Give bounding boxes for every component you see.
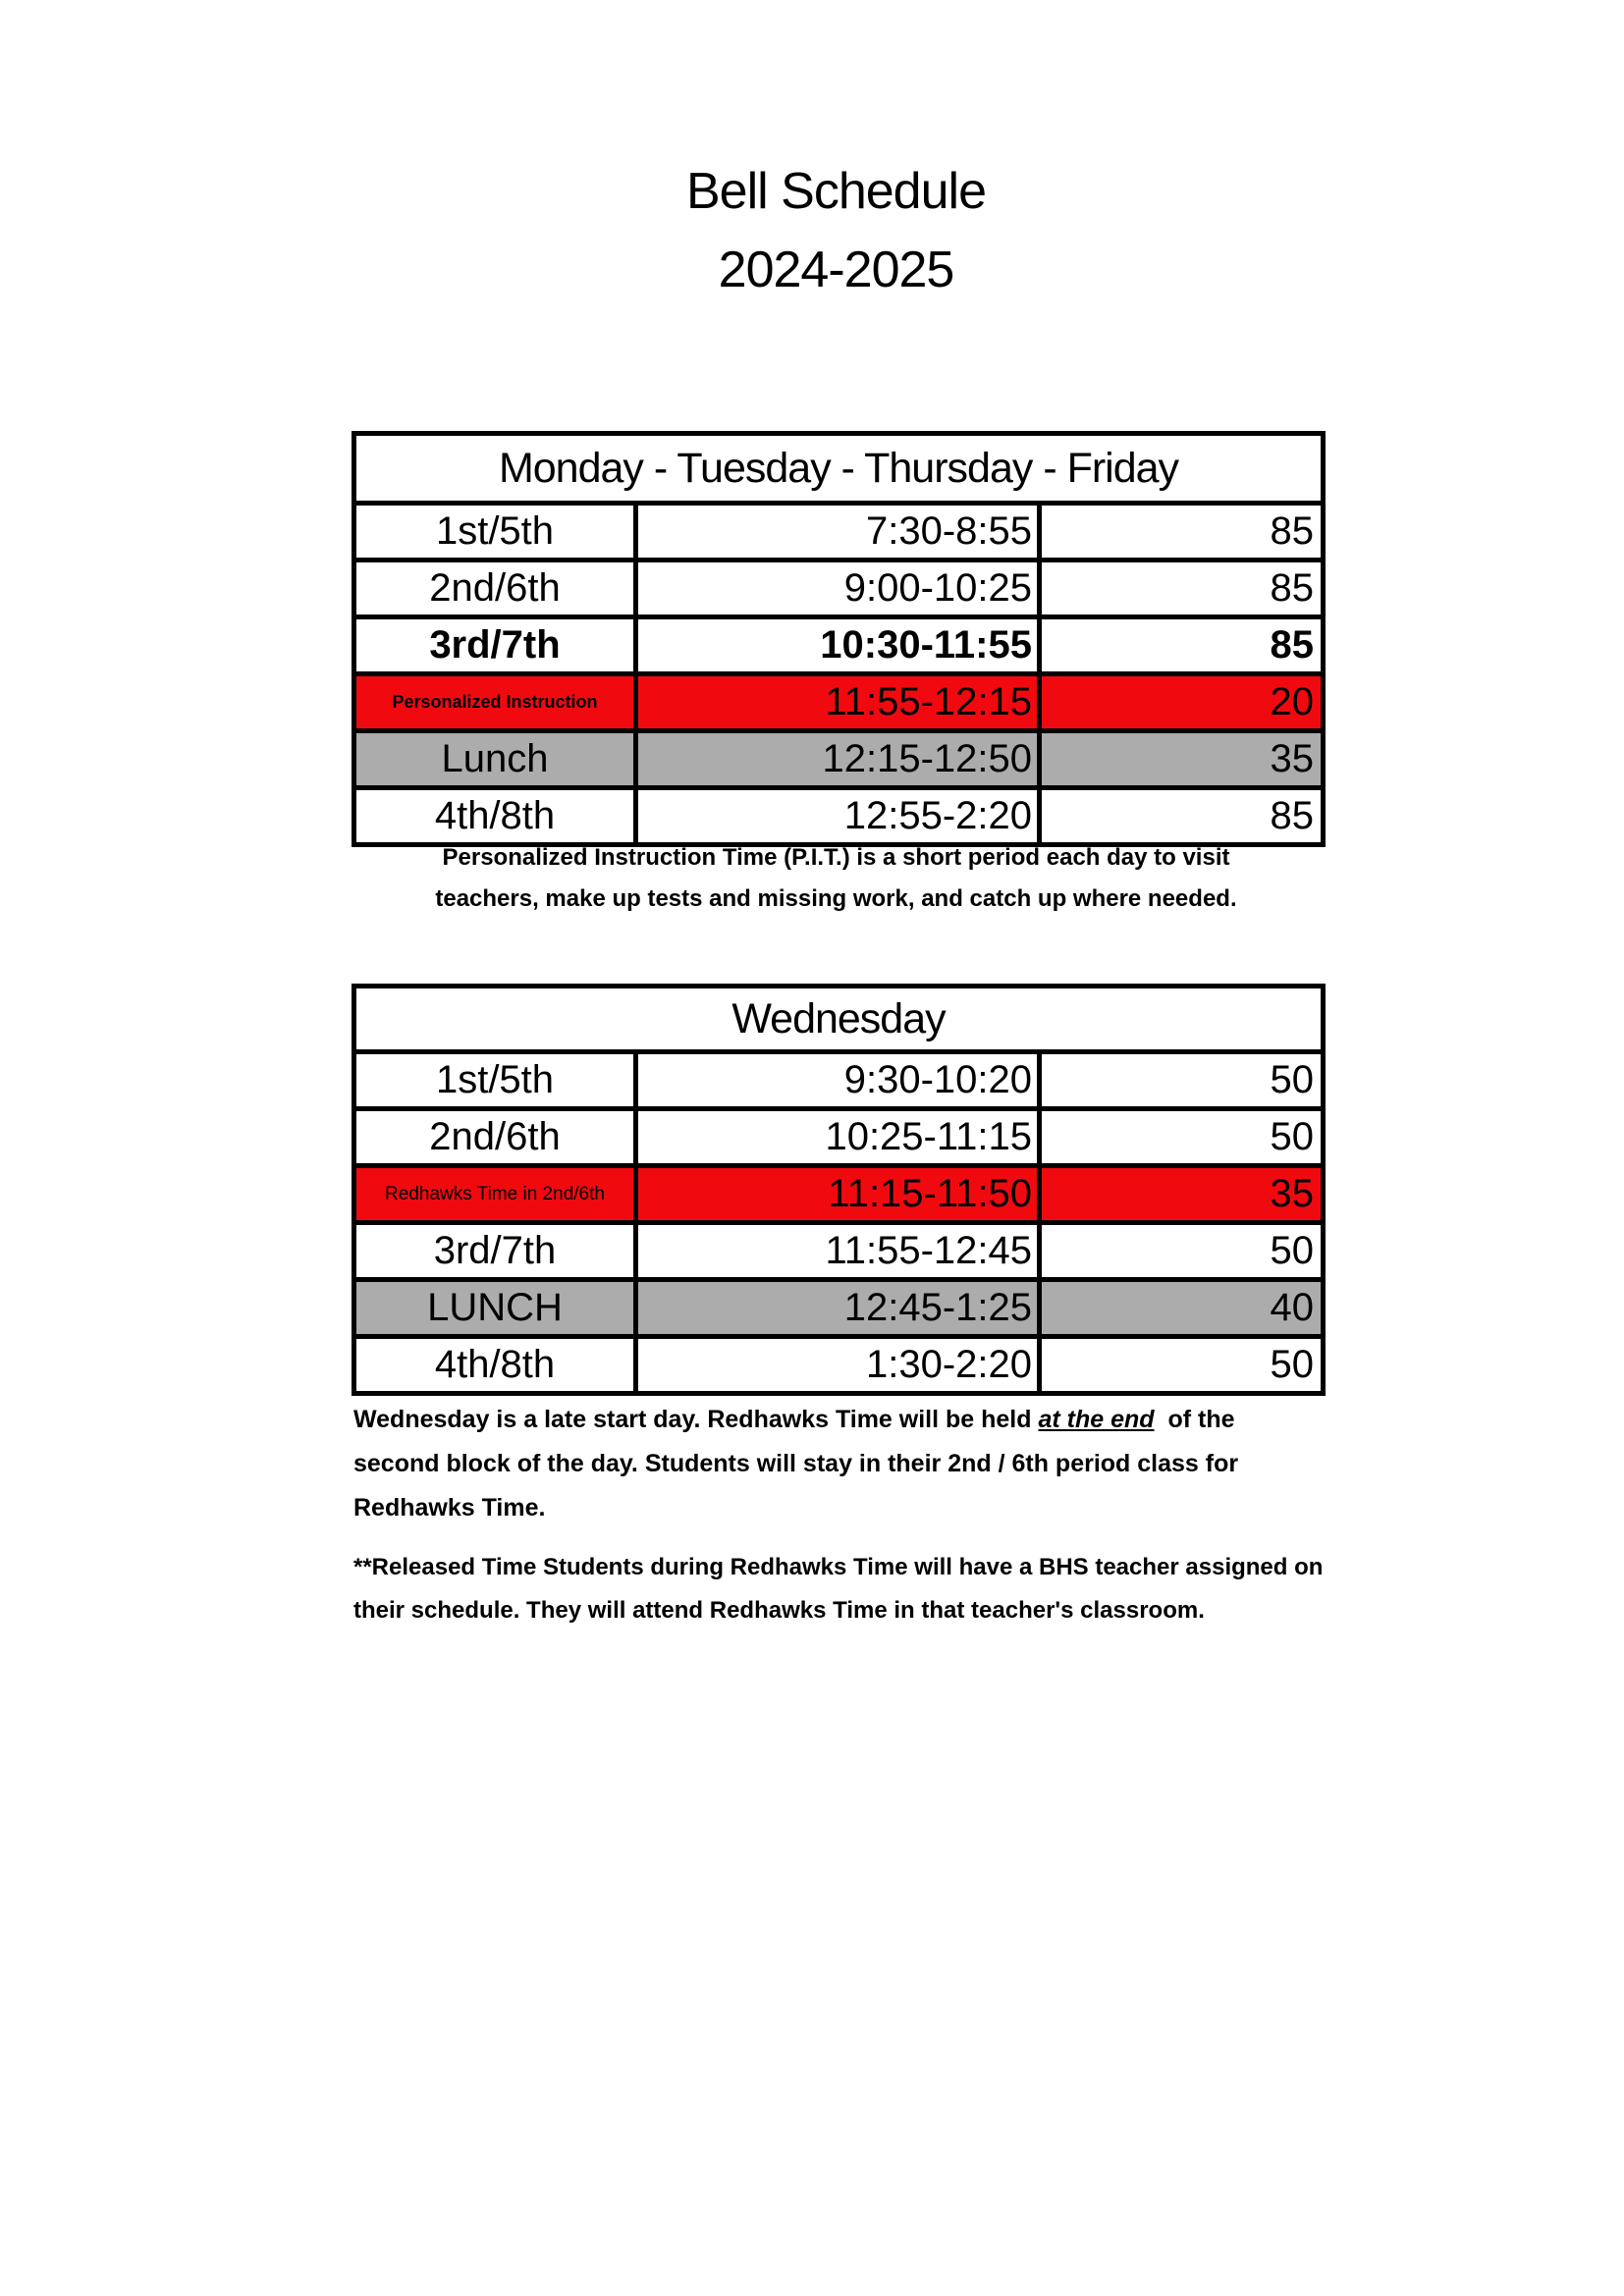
period-cell: LUNCH bbox=[354, 1280, 636, 1337]
time-cell: 10:30-11:55 bbox=[636, 617, 1040, 674]
pit-note-line2: teachers, make up tests and missing work, and catch up where needed. bbox=[435, 885, 1237, 912]
period-cell: 3rd/7th bbox=[354, 1223, 636, 1280]
period-cell: 3rd/7th bbox=[354, 617, 636, 674]
wednesday-note-line1-suffix: of the bbox=[1154, 1406, 1235, 1433]
period-cell: 1st/5th bbox=[354, 1052, 636, 1109]
period-cell: 4th/8th bbox=[354, 1337, 636, 1394]
minutes-cell: 50 bbox=[1040, 1223, 1324, 1280]
time-cell: 11:15-11:50 bbox=[636, 1166, 1040, 1223]
period-cell: Redhawks Time in 2nd/6th bbox=[354, 1166, 636, 1223]
pit-note bbox=[352, 837, 1321, 920]
minutes-cell: 50 bbox=[1040, 1337, 1324, 1394]
released-time-note bbox=[353, 1546, 1375, 1632]
table-row bbox=[354, 561, 1324, 617]
page-title-line1: Bell Schedule bbox=[686, 163, 986, 220]
time-cell: 12:15-12:50 bbox=[636, 731, 1040, 788]
wednesday-note-line1 bbox=[353, 1398, 1375, 1442]
minutes-cell: 85 bbox=[1040, 617, 1324, 674]
wednesday-note-emphasis: at the end bbox=[1038, 1406, 1155, 1433]
released-time-note-line1: **Released Time Students during Redhawks Time will have a BHS teacher assigned on bbox=[353, 1554, 1324, 1580]
schedule-table-weekdays bbox=[352, 431, 1326, 847]
minutes-cell: 85 bbox=[1040, 788, 1324, 845]
time-cell: 7:30-8:55 bbox=[636, 504, 1040, 561]
period-cell: 4th/8th bbox=[354, 788, 636, 845]
time-cell: 12:55-2:20 bbox=[636, 788, 1040, 845]
time-cell: 12:45-1:25 bbox=[636, 1280, 1040, 1337]
minutes-cell: 35 bbox=[1040, 1166, 1324, 1223]
table-header-weekdays: Monday - Tuesday - Thursday - Friday bbox=[354, 434, 1324, 504]
page-title bbox=[352, 152, 1321, 309]
table-header-row bbox=[354, 987, 1324, 1052]
wednesday-note-line2: second block of the day. Students will stay in their 2nd / 6th period class for bbox=[353, 1450, 1239, 1477]
table-row-redhawks-time bbox=[354, 1166, 1324, 1223]
minutes-cell: 50 bbox=[1040, 1052, 1324, 1109]
period-cell: 1st/5th bbox=[354, 504, 636, 561]
table-row bbox=[354, 788, 1324, 845]
table-row bbox=[354, 1223, 1324, 1280]
time-cell: 11:55-12:45 bbox=[636, 1223, 1040, 1280]
minutes-cell: 50 bbox=[1040, 1109, 1324, 1166]
table-row bbox=[354, 504, 1324, 561]
minutes-cell: 35 bbox=[1040, 731, 1324, 788]
time-cell: 1:30-2:20 bbox=[636, 1337, 1040, 1394]
time-cell: 10:25-11:15 bbox=[636, 1109, 1040, 1166]
minutes-cell: 85 bbox=[1040, 561, 1324, 617]
table-row bbox=[354, 1052, 1324, 1109]
table-header-wednesday: Wednesday bbox=[354, 987, 1324, 1052]
period-cell: Lunch bbox=[354, 731, 636, 788]
table-row-lunch bbox=[354, 1280, 1324, 1337]
wednesday-note-line3: Redhawks Time. bbox=[353, 1494, 546, 1522]
minutes-cell: 40 bbox=[1040, 1280, 1324, 1337]
time-cell: 9:00-10:25 bbox=[636, 561, 1040, 617]
period-cell: Personalized Instruction bbox=[354, 674, 636, 731]
minutes-cell: 20 bbox=[1040, 674, 1324, 731]
table-row-lunch bbox=[354, 731, 1324, 788]
table-row bbox=[354, 1109, 1324, 1166]
released-time-note-line2: their schedule. They will attend Redhawks Time in that teacher's classroom. bbox=[353, 1597, 1205, 1624]
period-cell: 2nd/6th bbox=[354, 1109, 636, 1166]
time-cell: 11:55-12:15 bbox=[636, 674, 1040, 731]
wednesday-note-line1-prefix: Wednesday is a late start day. Redhawks Time will be held bbox=[353, 1406, 1039, 1433]
period-cell: 2nd/6th bbox=[354, 561, 636, 617]
time-cell: 9:30-10:20 bbox=[636, 1052, 1040, 1109]
table-row bbox=[354, 1337, 1324, 1394]
table-row bbox=[354, 617, 1324, 674]
pit-note-line1: Personalized Instruction Time (P.I.T.) is a short period each day to visit bbox=[442, 844, 1230, 871]
schedule-table-wednesday bbox=[352, 984, 1326, 1396]
minutes-cell: 85 bbox=[1040, 504, 1324, 561]
table-header-row bbox=[354, 434, 1324, 504]
wednesday-note bbox=[353, 1398, 1375, 1530]
table-row-personalized-instruction bbox=[354, 674, 1324, 731]
page-title-line2: 2024-2025 bbox=[718, 241, 954, 298]
